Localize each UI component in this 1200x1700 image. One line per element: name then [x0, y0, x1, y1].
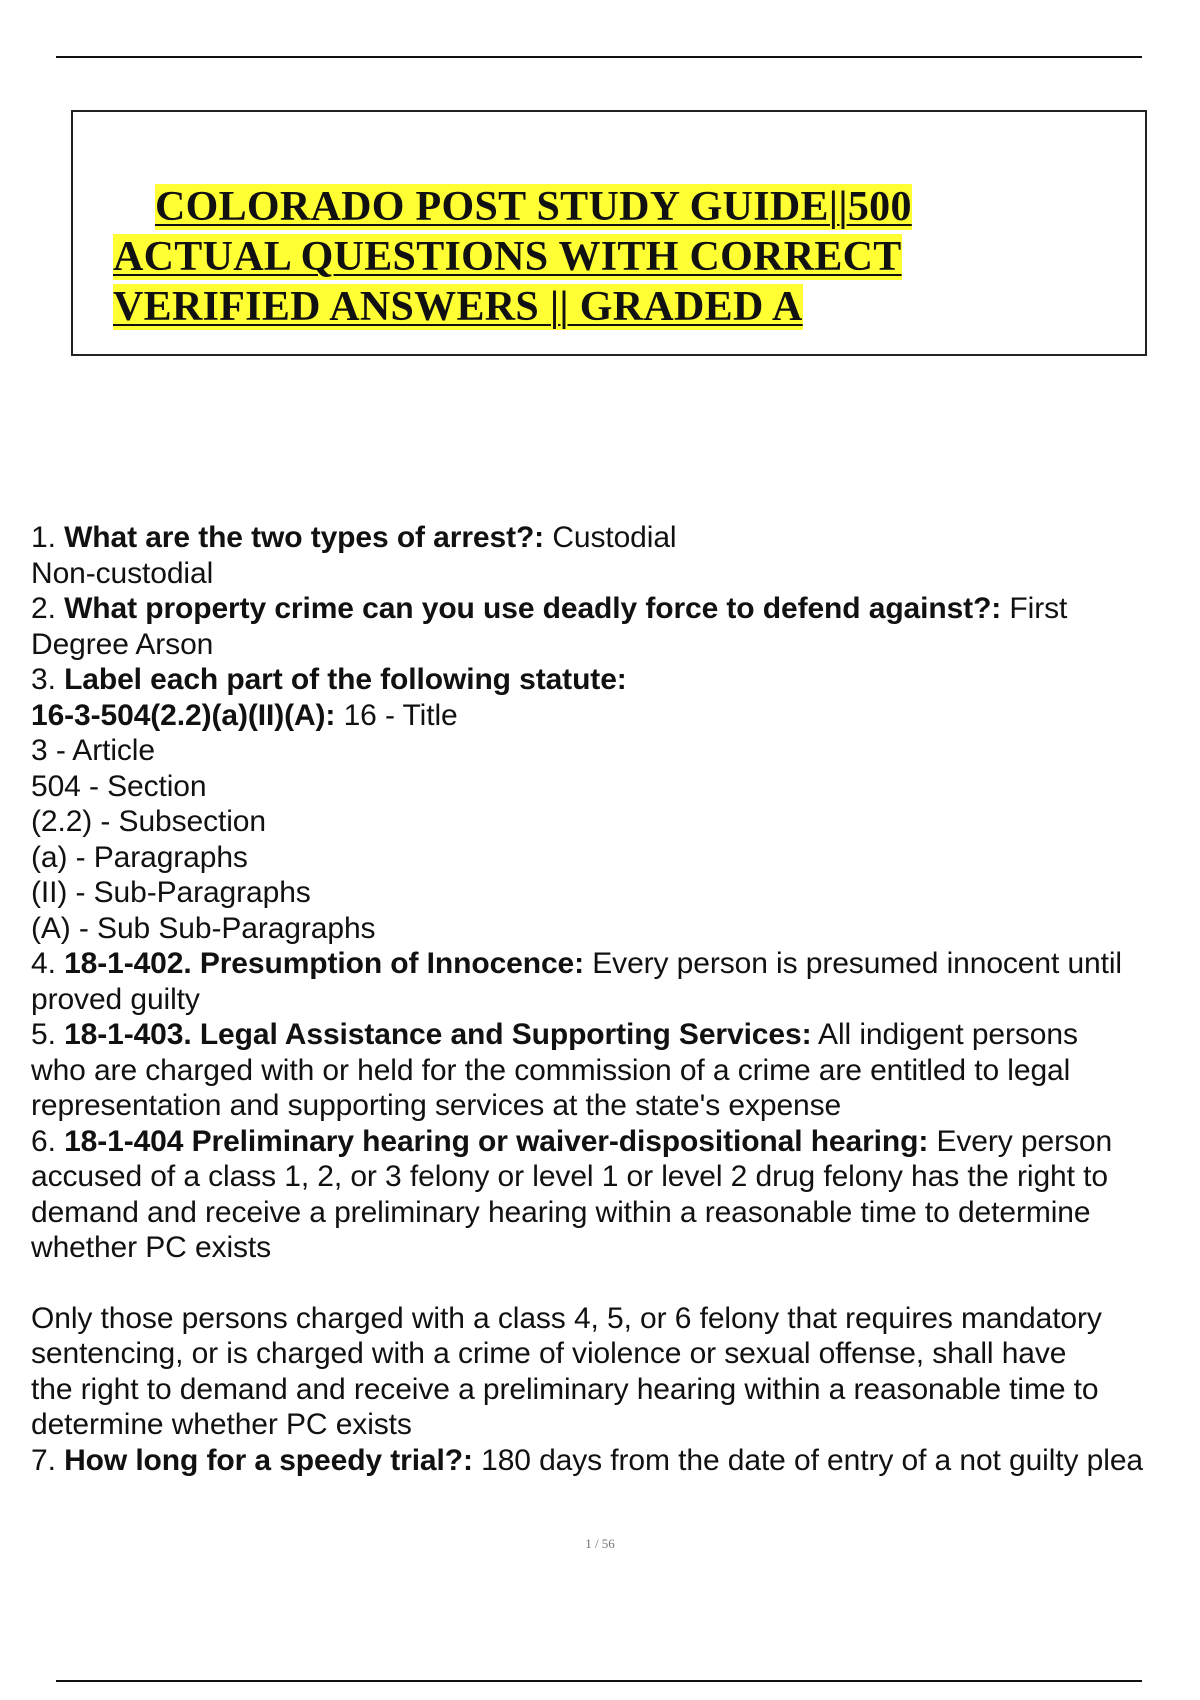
item-number: 1.	[31, 521, 65, 554]
question-text: What property crime can you use deadly force to defend against?:	[64, 592, 1002, 625]
qa-item-6-continued: Only those persons charged with a class 4, 5, or 6 felony that requires mandatory sentencing, or is charged with a crime of violence or sexual offense, shall have the right to demand and receive a preliminary hearing within a reasonable time to determine whether PC exists	[31, 1301, 1102, 1441]
question-text: 18-1-404 Preliminary hearing or waiver-dispositional hearing:	[64, 1124, 929, 1158]
question-text: Label each part of the following statute: 16-3-504(2.2)(a)(II)(A):	[31, 663, 627, 732]
item-number: 5.	[31, 1018, 65, 1051]
question-text: What are the two types of arrest?:	[64, 521, 545, 554]
qa-list	[31, 520, 1199, 1478]
title-line-2: ACTUAL QUESTIONS WITH CORRECT	[113, 234, 902, 280]
answer-text: All indigent persons who are charged with or held for the commission of a crime are entitled to legal representation and supporting services at the state's expense	[31, 1018, 1078, 1122]
answer-text: 16 - Title 3 - Article 504 - Section (2.2) - Subsection (a) - Paragraphs (II) - Sub-Paragraphs (A) - Sub Sub-Paragraphs	[31, 698, 458, 945]
top-rule	[56, 56, 1142, 58]
item-number: 6.	[31, 1124, 65, 1158]
answer-text: 180 days from the date of entry of a not guilty plea	[472, 1443, 1143, 1477]
item-number: 7.	[31, 1443, 65, 1477]
title-line-1: COLORADO POST STUDY GUIDE||500	[155, 184, 912, 230]
answer-text: Custodial Non-custodial	[31, 521, 677, 590]
question-text: 18-1-403. Legal Assistance and Supporting Services:	[64, 1018, 812, 1051]
qa-item-2	[31, 591, 1199, 662]
item-number: 4.	[31, 947, 65, 980]
qa-item-3	[31, 662, 1199, 946]
page-number: 1 / 56	[585, 1536, 615, 1551]
item-number: 2.	[31, 592, 65, 625]
bottom-rule	[56, 1680, 1142, 1682]
document-title	[113, 182, 993, 332]
title-box	[71, 110, 1147, 356]
qa-item-1	[31, 520, 1199, 591]
answer-text: Every person is presumed innocent until proved guilty	[31, 947, 1122, 1016]
qa-item-4	[31, 946, 1199, 1017]
question-text: 18-1-402. Presumption of Innocence:	[64, 947, 585, 980]
question-text: How long for a speedy trial?:	[64, 1443, 473, 1477]
qa-item-6	[31, 1124, 1199, 1266]
answer-text: First Degree Arson	[31, 592, 1068, 661]
title-line-3: VERIFIED ANSWERS || GRADED A	[113, 284, 803, 330]
qa-item-7	[31, 1443, 1199, 1479]
qa-item-5	[31, 1017, 1199, 1124]
item-number: 3.	[31, 663, 65, 696]
answer-text: Every person accused of a class 1, 2, or 3 felony or level 1 or level 2 drug felony has the right to demand and receive a preliminary hearing within a reasonable time to determine whether PC exists	[31, 1124, 1113, 1264]
paragraph-gap	[31, 1266, 1199, 1301]
